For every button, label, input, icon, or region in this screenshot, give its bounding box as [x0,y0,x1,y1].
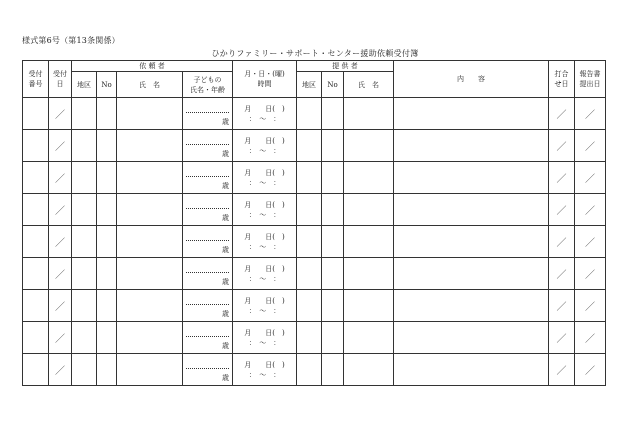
child-name-dotted-line [186,240,229,241]
provider-area-cell[interactable] [297,162,322,194]
provider-area-cell[interactable] [297,290,322,322]
month-day-label: 月 日( ) [244,200,285,209]
date-slash: ／ [55,110,65,121]
requester-area-cell[interactable] [72,194,97,226]
child-name-dotted-line [186,272,229,273]
meeting-date-cell[interactable] [549,226,575,258]
child-name-dotted-line [186,336,229,337]
receipt-date-cell[interactable] [49,98,72,130]
header-content: 内 容 [394,61,549,98]
header-provider-group: 提 供 者 [297,61,394,72]
meeting-date-cell[interactable] [549,194,575,226]
receipt-number-cell[interactable] [23,98,49,130]
month-day-label: 月 日( ) [244,168,285,177]
form-number: 様式第6号（第13条関係） [22,36,120,45]
ledger-row [23,194,606,226]
report-date-cell[interactable] [575,226,606,258]
report-date-cell[interactable] [575,322,606,354]
provider-no-cell[interactable] [322,258,344,290]
requester-area-cell[interactable] [72,290,97,322]
provider-name-cell[interactable] [344,194,394,226]
date-slash: ／ [55,142,65,153]
header-requester-no: No [97,72,117,98]
receipt-date-cell[interactable] [49,226,72,258]
provider-name-cell[interactable] [344,226,394,258]
date-slash: ／ [585,238,596,249]
receipt-number-cell[interactable] [23,258,49,290]
requester-no-cell[interactable] [97,194,117,226]
provider-no-cell[interactable] [322,322,344,354]
child-name-dotted-line [186,144,229,145]
child-info-cell[interactable] [183,98,233,130]
child-info-cell[interactable] [183,258,233,290]
child-info-cell[interactable] [183,130,233,162]
date-slash: ／ [556,334,567,345]
meeting-date-cell[interactable] [549,258,575,290]
time-range-label: ： 〜 ： [248,338,281,347]
requester-name-cell[interactable] [117,226,183,258]
time-range-label: ： 〜 ： [248,178,281,187]
requester-name-cell[interactable] [117,98,183,130]
time-range-label: ： 〜 ： [248,210,281,219]
provider-no-cell[interactable] [322,354,344,386]
content-cell[interactable] [394,194,549,226]
receipt-date-cell[interactable] [49,258,72,290]
report-date-cell[interactable] [575,258,606,290]
receipt-number-cell[interactable] [23,322,49,354]
meeting-date-cell[interactable] [549,322,575,354]
receipt-number-cell[interactable] [23,130,49,162]
provider-no-cell[interactable] [322,98,344,130]
date-slash: ／ [585,334,596,345]
provider-no-cell[interactable] [322,290,344,322]
date-slash: ／ [556,366,567,377]
time-range-label: ： 〜 ： [248,114,281,123]
report-date-cell[interactable] [575,290,606,322]
requester-no-cell[interactable] [97,226,117,258]
date-slash: ／ [556,174,567,185]
child-name-dotted-line [186,368,229,369]
month-day-label: 月 日( ) [244,232,285,241]
month-day-label: 月 日( ) [244,264,285,273]
header-requester-area: 地区 [72,72,97,98]
report-date-cell[interactable] [575,194,606,226]
ledger-row [23,354,606,386]
content-cell[interactable] [394,258,549,290]
meeting-date-cell[interactable] [549,98,575,130]
age-unit-label: 歳 [222,150,230,158]
ledger-row [23,226,606,258]
month-day-label: 月 日( ) [244,136,285,145]
content-cell[interactable] [394,226,549,258]
meeting-date-cell[interactable] [549,354,575,386]
month-day-label: 月 日( ) [244,296,285,305]
receipt-date-cell[interactable] [49,290,72,322]
receipt-date-cell[interactable] [49,194,72,226]
age-unit-label: 歳 [222,310,230,318]
age-unit-label: 歳 [222,182,230,190]
receipt-date-cell[interactable] [49,354,72,386]
datetime-cell[interactable] [233,162,297,194]
date-slash: ／ [556,206,567,217]
header-provider-no: No [322,72,344,98]
receipt-number-cell[interactable] [23,290,49,322]
requester-area-cell[interactable] [72,130,97,162]
header-meeting-date: 打合 せ日 [549,61,575,98]
datetime-cell[interactable] [233,322,297,354]
requester-area-cell[interactable] [72,226,97,258]
datetime-cell[interactable] [233,354,297,386]
child-info-cell[interactable] [183,354,233,386]
header-provider-area: 地区 [297,72,322,98]
requester-name-cell[interactable] [117,290,183,322]
date-slash: ／ [55,174,65,185]
document-title: ひかりファミリー・サポート・センター援助依頼受付簿 [211,49,419,58]
ledger-row [23,322,606,354]
time-range-label: ： 〜 ： [248,306,281,315]
requester-name-cell[interactable] [117,194,183,226]
date-slash: ／ [585,206,596,217]
date-slash: ／ [585,270,596,281]
date-slash: ／ [55,206,65,217]
time-range-label: ： 〜 ： [248,274,281,283]
requester-area-cell[interactable] [72,258,97,290]
header-child-info: 子どもの 氏名・年齢 [183,72,233,98]
ledger-row [23,290,606,322]
requester-no-cell[interactable] [97,130,117,162]
date-slash: ／ [55,366,65,377]
ledger-row [23,98,606,130]
receipt-date-cell[interactable] [49,162,72,194]
date-slash: ／ [556,238,567,249]
provider-no-cell[interactable] [322,194,344,226]
requester-no-cell[interactable] [97,290,117,322]
child-name-dotted-line [186,304,229,305]
provider-no-cell[interactable] [322,226,344,258]
requester-no-cell[interactable] [97,322,117,354]
provider-name-cell[interactable] [344,290,394,322]
requester-no-cell[interactable] [97,162,117,194]
provider-name-cell[interactable] [344,354,394,386]
requester-no-cell[interactable] [97,98,117,130]
age-unit-label: 歳 [222,374,230,382]
date-slash: ／ [556,270,567,281]
date-slash: ／ [556,142,567,153]
provider-no-cell[interactable] [322,130,344,162]
content-cell[interactable] [394,322,549,354]
ledger-row [23,130,606,162]
report-date-cell[interactable] [575,130,606,162]
provider-area-cell[interactable] [297,258,322,290]
header-provider-name: 氏 名 [344,72,394,98]
header-receipt-number: 受付 番号 [23,61,49,98]
date-slash: ／ [585,110,596,121]
date-slash: ／ [55,238,65,249]
requester-area-cell[interactable] [72,98,97,130]
provider-area-cell[interactable] [297,354,322,386]
header-report-date: 報告書 提出日 [575,61,606,98]
meeting-date-cell[interactable] [549,130,575,162]
receipt-number-cell[interactable] [23,226,49,258]
child-info-cell[interactable] [183,226,233,258]
content-cell[interactable] [394,354,549,386]
header-requester-name: 氏 名 [117,72,183,98]
provider-name-cell[interactable] [344,322,394,354]
month-day-label: 月 日( ) [244,360,285,369]
age-unit-label: 歳 [222,246,230,254]
child-info-cell[interactable] [183,322,233,354]
receipt-number-cell[interactable] [23,162,49,194]
date-slash: ／ [585,174,596,185]
content-cell[interactable] [394,98,549,130]
requester-area-cell[interactable] [72,162,97,194]
date-slash: ／ [585,142,596,153]
report-date-cell[interactable] [575,162,606,194]
requester-name-cell[interactable] [117,322,183,354]
provider-no-cell[interactable] [322,162,344,194]
age-unit-label: 歳 [222,278,230,286]
provider-area-cell[interactable] [297,130,322,162]
receipt-date-cell[interactable] [49,322,72,354]
datetime-cell[interactable] [233,226,297,258]
date-slash: ／ [556,110,567,121]
content-cell[interactable] [394,162,549,194]
provider-area-cell[interactable] [297,194,322,226]
child-info-cell[interactable] [183,194,233,226]
provider-area-cell[interactable] [297,98,322,130]
child-name-dotted-line [186,208,229,209]
age-unit-label: 歳 [222,342,230,350]
date-slash: ／ [585,302,596,313]
datetime-cell[interactable] [233,98,297,130]
meeting-date-cell[interactable] [549,162,575,194]
date-slash: ／ [556,302,567,313]
requester-name-cell[interactable] [117,354,183,386]
receipt-date-cell[interactable] [49,130,72,162]
datetime-cell[interactable] [233,258,297,290]
requester-name-cell[interactable] [117,130,183,162]
receipt-number-cell[interactable] [23,354,49,386]
content-cell[interactable] [394,130,549,162]
ledger-row [23,258,606,290]
report-date-cell[interactable] [575,354,606,386]
date-slash: ／ [55,302,65,313]
requester-name-cell[interactable] [117,258,183,290]
month-day-label: 月 日( ) [244,104,285,113]
request-ledger-table [22,60,606,386]
provider-area-cell[interactable] [297,226,322,258]
datetime-cell[interactable] [233,290,297,322]
header-requester-group: 依 頼 者 [72,61,233,72]
requester-area-cell[interactable] [72,322,97,354]
date-slash: ／ [55,270,65,281]
provider-name-cell[interactable] [344,162,394,194]
datetime-cell[interactable] [233,130,297,162]
report-date-cell[interactable] [575,98,606,130]
time-range-label: ： 〜 ： [248,242,281,251]
date-slash: ／ [55,334,65,345]
provider-area-cell[interactable] [297,322,322,354]
content-cell[interactable] [394,290,549,322]
header-datetime: 月・日・(曜) 時間 [233,61,297,98]
header-receipt-date: 受付 日 [49,61,72,98]
ledger-body [23,98,606,386]
meeting-date-cell[interactable] [549,290,575,322]
time-range-label: ： 〜 ： [248,370,281,379]
time-range-label: ： 〜 ： [248,146,281,155]
age-unit-label: 歳 [222,118,230,126]
month-day-label: 月 日( ) [244,328,285,337]
child-name-dotted-line [186,176,229,177]
date-slash: ／ [585,366,596,377]
child-info-cell[interactable] [183,290,233,322]
ledger-row [23,162,606,194]
provider-name-cell[interactable] [344,130,394,162]
age-unit-label: 歳 [222,214,230,222]
requester-no-cell[interactable] [97,258,117,290]
receipt-number-cell[interactable] [23,194,49,226]
child-info-cell[interactable] [183,162,233,194]
provider-name-cell[interactable] [344,98,394,130]
requester-area-cell[interactable] [72,354,97,386]
provider-name-cell[interactable] [344,258,394,290]
requester-name-cell[interactable] [117,162,183,194]
datetime-cell[interactable] [233,194,297,226]
requester-no-cell[interactable] [97,354,117,386]
child-name-dotted-line [186,112,229,113]
